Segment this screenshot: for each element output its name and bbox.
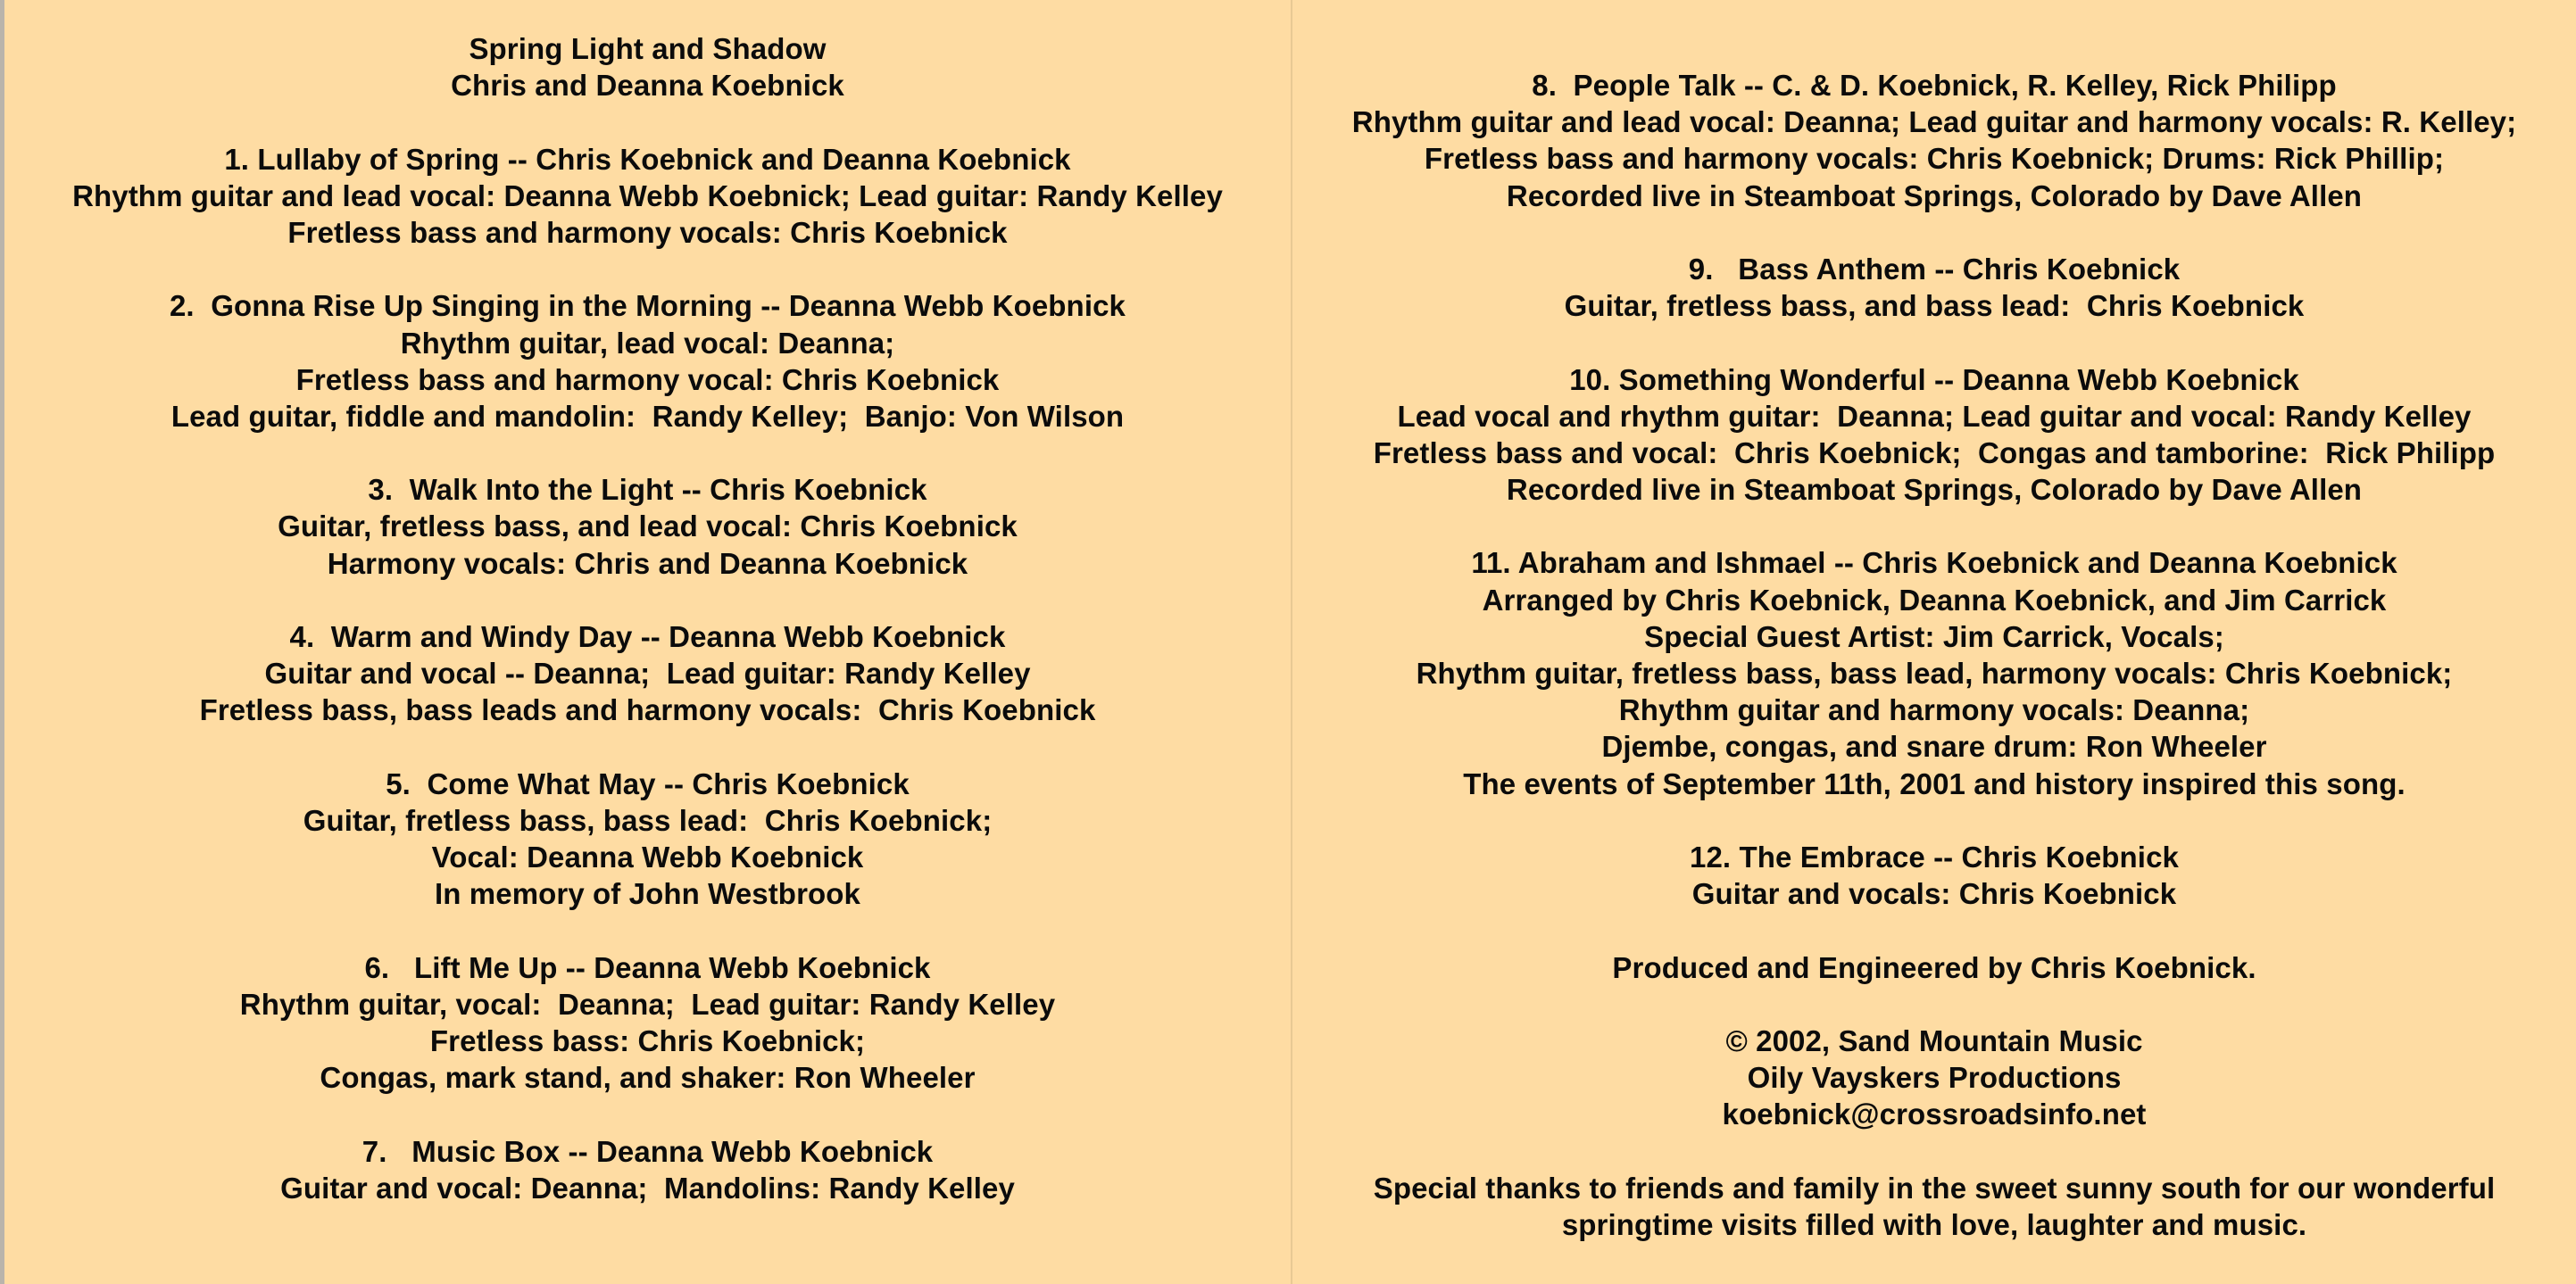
right-liner-page	[1292, 0, 2576, 1284]
blank-line	[4, 104, 1291, 140]
text-line: 12. The Embrace -- Chris Koebnick	[1690, 840, 2179, 874]
blank-line	[1292, 324, 2576, 360]
text-line: In memory of John Westbrook	[435, 877, 860, 911]
text-line: Produced and Engineered by Chris Koebnick.	[1612, 950, 2256, 984]
blank-line	[4, 913, 1291, 949]
text-line: 4. Warm and Windy Day -- Deanna Webb Koebnick	[289, 620, 1006, 653]
text-line: Recorded live in Steamboat Springs, Colorado by Dave Allen	[1506, 473, 2363, 507]
blank-line	[4, 729, 1291, 766]
text-line: 7. Music Box -- Deanna Webb Koebnick	[361, 1134, 934, 1168]
text-line: Fretless bass and harmony vocals: Chris Koebnick; Drums: Rick Phillip;	[1424, 142, 2445, 176]
blank-line	[4, 251, 1291, 287]
left-liner-page	[4, 0, 1291, 1284]
text-line: Guitar, fretless bass, bass lead: Chris Koebnick;	[303, 803, 993, 837]
blank-line	[1292, 802, 2576, 839]
text-line: Guitar and vocals: Chris Koebnick	[1691, 877, 2177, 911]
left-credits-text	[4, 30, 1291, 1206]
blank-line	[1292, 1132, 2576, 1169]
text-line: Recorded live in Steamboat Springs, Colorado by Dave Allen	[1506, 178, 2363, 212]
text-line: Harmony vocals: Chris and Deanna Koebnick	[327, 546, 968, 580]
text-line: Fretless bass: Chris Koebnick;	[429, 1024, 866, 1058]
text-line: Arranged by Chris Koebnick, Deanna Koebnick, and Jim Carrick	[1482, 583, 2387, 617]
text-line: Rhythm guitar and harmony vocals: Deanna;	[1618, 693, 2250, 727]
blank-line	[1292, 508, 2576, 544]
text-line: Guitar and vocal: Deanna; Mandolins: Randy Kelley	[280, 1171, 1015, 1205]
text-line: 5. Come What May -- Chris Koebnick	[386, 766, 910, 800]
blank-line	[1292, 912, 2576, 949]
text-line: Rhythm guitar and lead vocal: Deanna Webb Koebnick; Lead guitar: Randy Kelley	[72, 178, 1223, 212]
text-line: 2. Gonna Rise Up Singing in the Morning -- Deanna Webb Koebnick	[169, 289, 1126, 323]
text-line: Rhythm guitar, vocal: Deanna; Lead guitar: Randy Kelley	[239, 987, 1056, 1021]
text-line: 11. Abraham and Ishmael -- Chris Koebnick and Deanna Koebnick	[1471, 546, 2397, 580]
text-line: Guitar and vocal -- Deanna; Lead guitar: Randy Kelley	[264, 657, 1031, 691]
text-line: 10. Something Wonderful -- Deanna Webb Koebnick	[1569, 362, 2299, 396]
text-line: Spring Light and Shadow	[469, 32, 827, 65]
text-line: © 2002, Sand Mountain Music	[1725, 1023, 2143, 1057]
text-line: 3. Walk Into the Light -- Chris Koebnick	[368, 473, 927, 507]
text-line: Fretless bass and harmony vocal: Chris Koebnick	[295, 362, 1000, 396]
blank-line	[1292, 214, 2576, 251]
text-line: Rhythm guitar, fretless bass, bass lead, harmony vocals: Chris Koebnick;	[1416, 657, 2453, 690]
text-line: Special thanks to friends and family in the sweet sunny south for our wonderful	[1373, 1171, 2496, 1205]
text-line: Djembe, congas, and snare drum: Ron Wheeler	[1601, 730, 2267, 764]
text-line: 8. People Talk -- C. & D. Koebnick, R. Kelley, Rick Philipp	[1532, 69, 2337, 102]
text-line: Guitar, fretless bass, and lead vocal: Chris Koebnick	[278, 509, 1018, 543]
blank-line	[4, 435, 1291, 471]
text-line: Rhythm guitar and lead vocal: Deanna; Lead guitar and harmony vocals: R. Kelley;	[1351, 105, 2517, 139]
right-credits-text	[1292, 67, 2576, 1243]
blank-line	[4, 582, 1291, 618]
text-line: 9. Bass Anthem -- Chris Koebnick	[1688, 252, 2181, 286]
text-line: Lead vocal and rhythm guitar: Deanna; Lead guitar and vocal: Randy Kelley	[1397, 399, 2472, 433]
text-line: Fretless bass and harmony vocals: Chris Koebnick	[287, 215, 1008, 249]
blank-line	[4, 1096, 1291, 1132]
text-line: Vocal: Deanna Webb Koebnick	[431, 841, 864, 874]
text-line: 6. Lift Me Up -- Deanna Webb Koebnick	[364, 950, 931, 984]
text-line: Special Guest Artist: Jim Carrick, Vocals;	[1644, 619, 2224, 653]
text-line: Lead guitar, fiddle and mandolin: Randy Kelley; Banjo: Von Wilson	[170, 399, 1125, 433]
text-line: 1. Lullaby of Spring -- Chris Koebnick and Deanna Koebnick	[224, 142, 1071, 176]
text-line: Oily Vayskers Productions	[1747, 1061, 2122, 1095]
blank-line	[1292, 986, 2576, 1023]
text-line: Chris and Deanna Koebnick	[451, 69, 844, 103]
text-line: koebnick@crossroadsinfo.net	[1722, 1098, 2147, 1131]
text-line: Congas, mark stand, and shaker: Ron Wheeler	[320, 1061, 976, 1095]
text-line: Rhythm guitar, lead vocal: Deanna;	[400, 326, 895, 360]
text-line: Fretless bass and vocal: Chris Koebnick; Congas and tamborine: Rick Philipp	[1373, 435, 2496, 469]
text-line: The events of September 11th, 2001 and history inspired this song.	[1463, 766, 2406, 800]
text-line: Guitar, fretless bass, and bass lead: Chris Koebnick	[1564, 289, 2305, 323]
text-line: Fretless bass, bass leads and harmony vocals: Chris Koebnick	[199, 693, 1096, 727]
text-line: springtime visits filled with love, laughter and music.	[1561, 1207, 2307, 1241]
